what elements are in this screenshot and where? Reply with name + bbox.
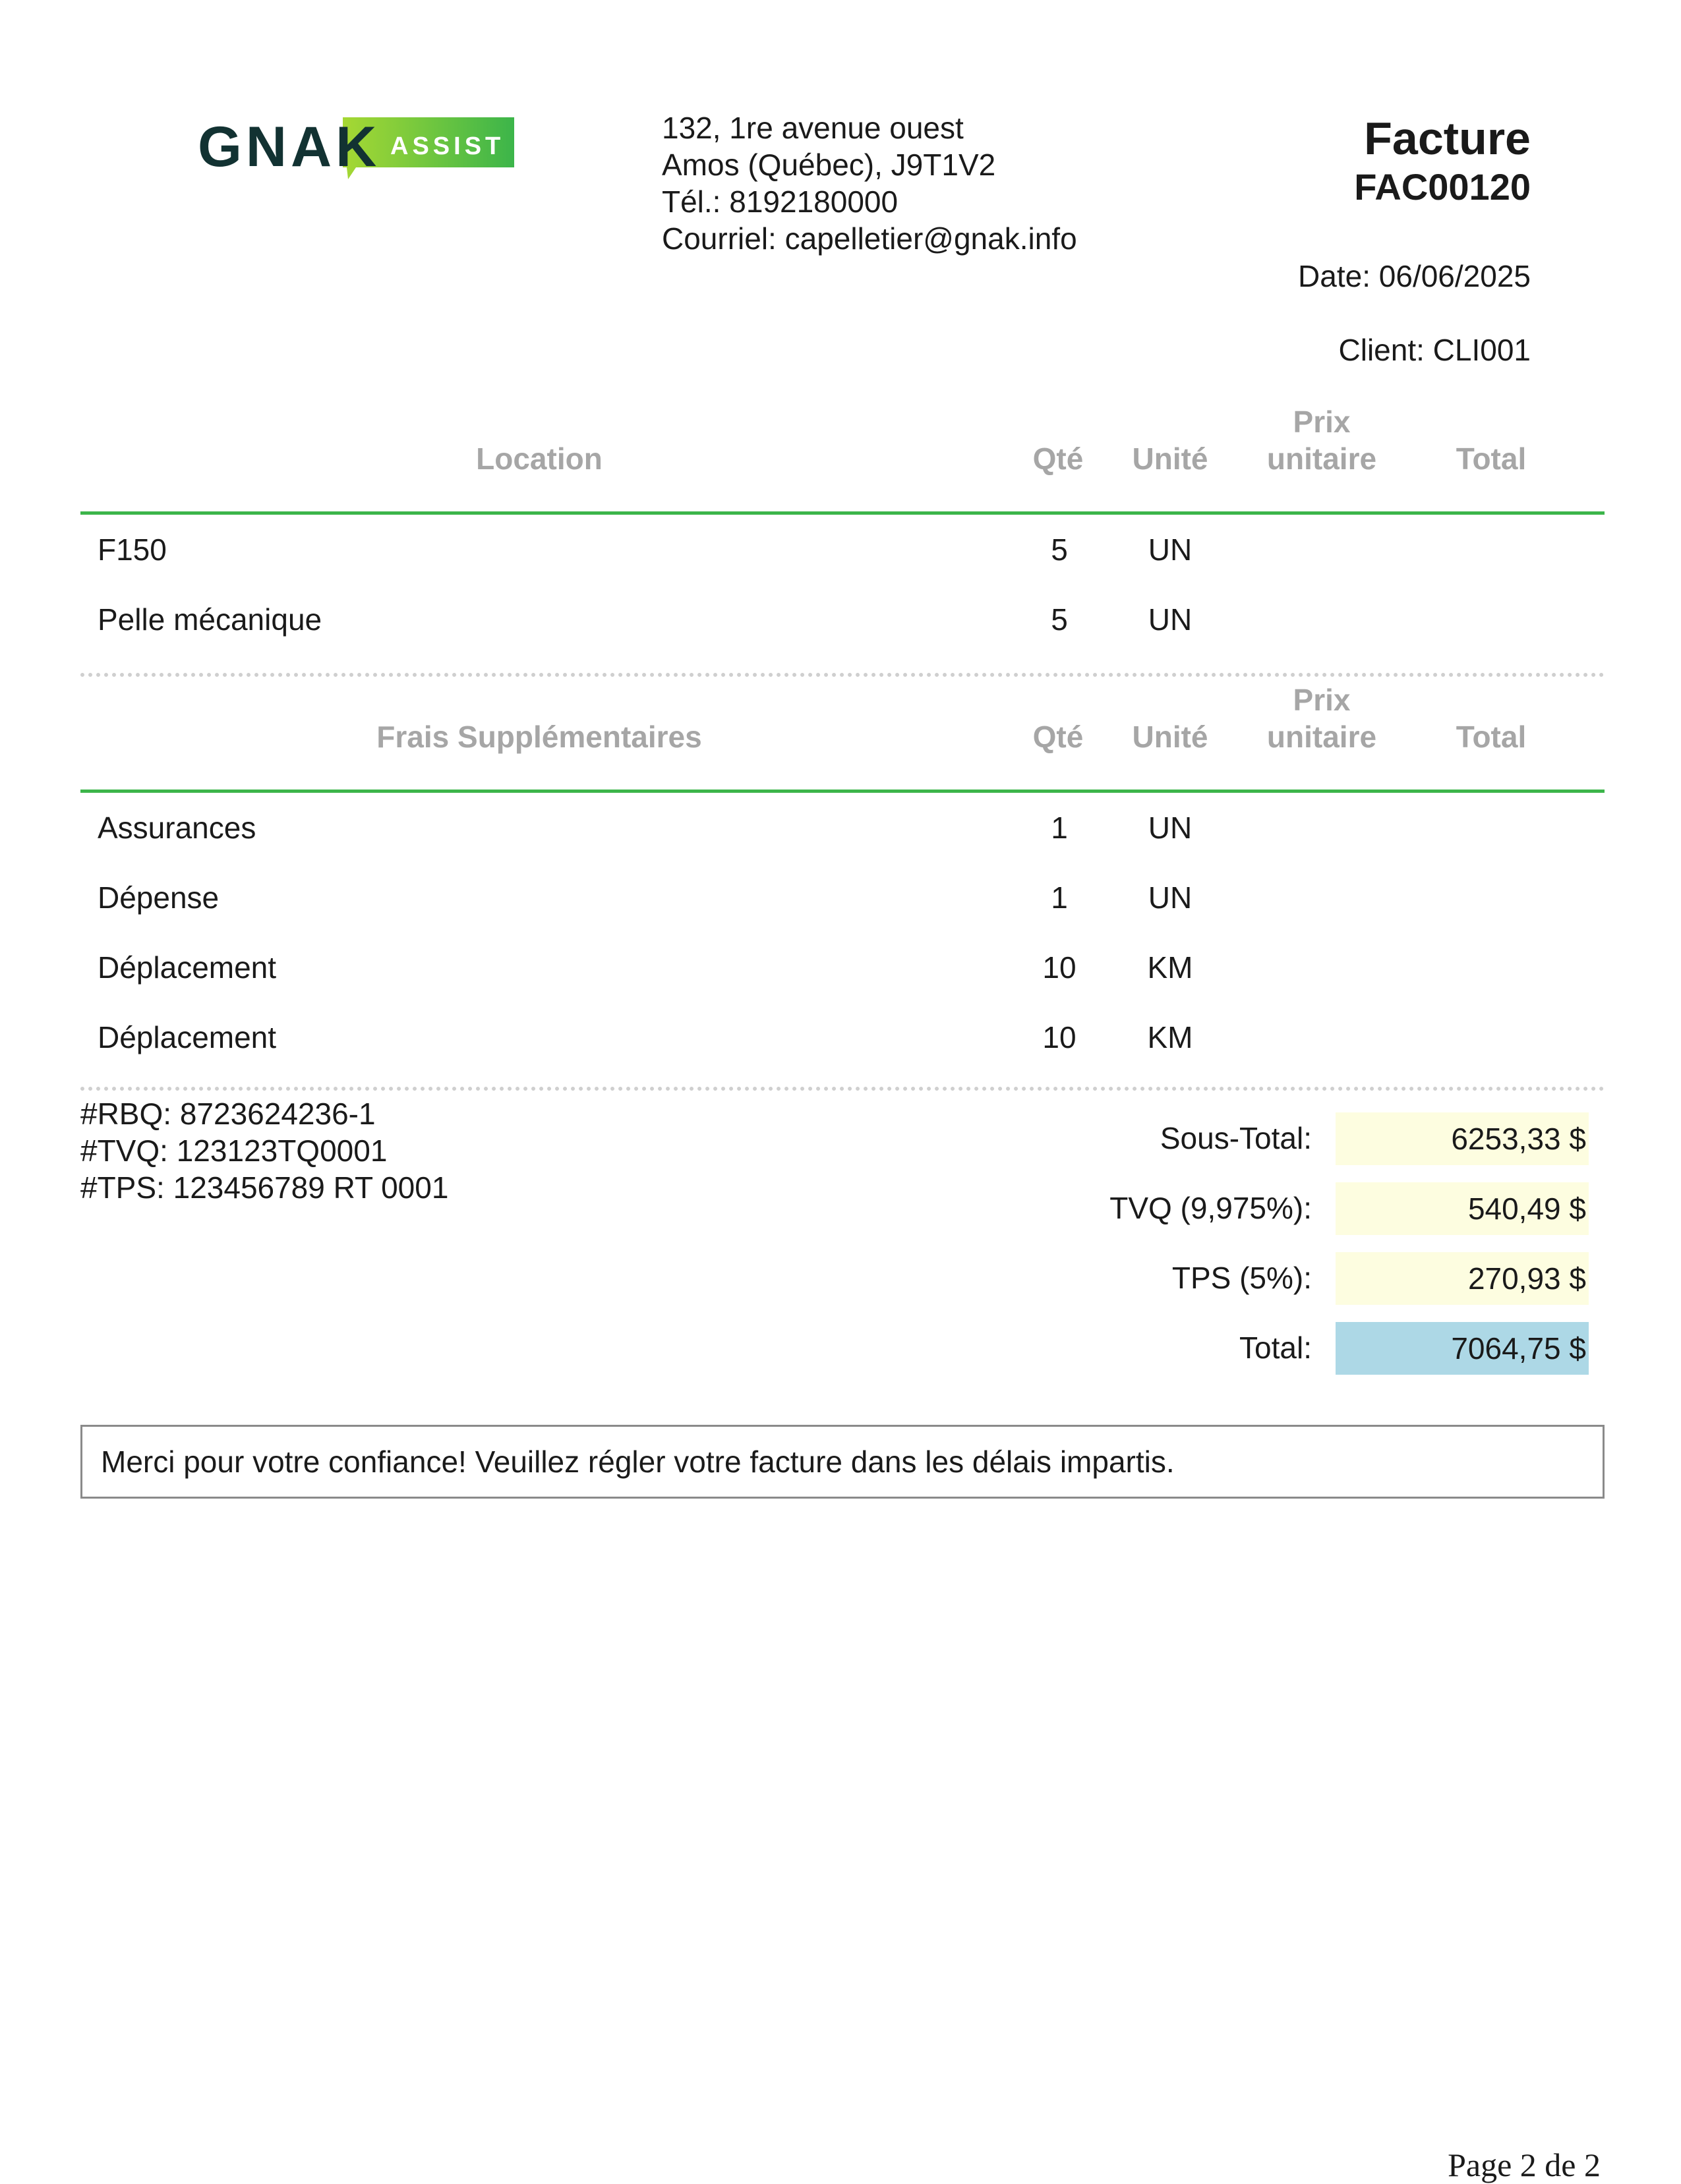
header-qty: Qté bbox=[1032, 442, 1084, 476]
invoice-number: FAC00120 bbox=[1354, 166, 1531, 208]
company-phone: Tél.: 8192180000 bbox=[662, 185, 899, 219]
header-price-line2: unitaire bbox=[1266, 720, 1377, 754]
tvq-row bbox=[923, 1182, 1589, 1235]
header-price-line2: unitaire bbox=[1266, 442, 1377, 476]
table-row bbox=[80, 1002, 1605, 1072]
row-qty: 10 bbox=[1042, 1020, 1076, 1054]
thanks-note: Merci pour votre confiance! Veuillez régler votre facture dans les délais impartis. bbox=[80, 1425, 1605, 1499]
header-unit-price bbox=[1220, 681, 1424, 755]
row-unit: UN bbox=[1148, 811, 1193, 845]
fees-table bbox=[80, 684, 1605, 1091]
row-qty: 10 bbox=[1042, 950, 1076, 985]
row-qty: 5 bbox=[1051, 532, 1068, 567]
header-qty: Qté bbox=[1032, 720, 1084, 754]
invoice-client: Client: CLI001 bbox=[1338, 333, 1531, 367]
grand-total-label: Total: bbox=[1239, 1331, 1312, 1365]
row-description: Assurances bbox=[98, 811, 256, 845]
company-email: Courriel: capelletier@gnak.info bbox=[662, 221, 1077, 256]
address-line-1: 132, 1re avenue ouest bbox=[662, 111, 964, 145]
tvq-number: #TVQ: 123123TQ0001 bbox=[80, 1134, 388, 1168]
table-row bbox=[80, 585, 1605, 654]
logo-tagline: ASSIST bbox=[390, 132, 505, 160]
fees-table-body bbox=[80, 793, 1605, 1091]
table-row bbox=[80, 793, 1605, 863]
tps-label: TPS (5%): bbox=[1171, 1261, 1312, 1295]
row-description: Déplacement bbox=[98, 1020, 277, 1054]
logo-brand: GNAK bbox=[198, 115, 381, 179]
row-unit: UN bbox=[1148, 532, 1193, 567]
row-description: F150 bbox=[98, 532, 167, 567]
header-fees: Frais Supplémentaires bbox=[376, 720, 702, 754]
invoice-title: Facture bbox=[1364, 113, 1531, 164]
table-row bbox=[80, 515, 1605, 585]
header-unit-price bbox=[1220, 403, 1424, 477]
row-qty: 1 bbox=[1051, 880, 1068, 915]
row-unit: KM bbox=[1147, 950, 1193, 985]
row-qty: 5 bbox=[1051, 602, 1068, 637]
row-unit: UN bbox=[1148, 602, 1193, 637]
invoice-heading bbox=[1354, 111, 1531, 208]
tps-value: 270,93 $ bbox=[1336, 1252, 1589, 1305]
header-price-line1: Prix bbox=[1293, 405, 1351, 439]
subtotal-value: 6253,33 $ bbox=[1336, 1112, 1589, 1165]
header-unit: Unité bbox=[1132, 720, 1208, 754]
row-description: Déplacement bbox=[98, 950, 277, 985]
registration-numbers bbox=[80, 1095, 448, 1206]
gnak-logo-graphic bbox=[198, 111, 514, 183]
page-number: Page 2 de 2 bbox=[1448, 2146, 1601, 2183]
row-description: Dépense bbox=[98, 880, 220, 915]
header-total: Total bbox=[1456, 720, 1527, 754]
header-location: Location bbox=[476, 442, 603, 476]
location-table-body bbox=[80, 515, 1605, 677]
subtotal-row bbox=[923, 1112, 1589, 1165]
table-row bbox=[80, 933, 1605, 1002]
tvq-value: 540,49 $ bbox=[1336, 1182, 1589, 1235]
tps-row bbox=[923, 1252, 1589, 1305]
fees-table-header bbox=[80, 684, 1605, 793]
invoice-date: Date: 06/06/2025 bbox=[1298, 259, 1531, 293]
company-address bbox=[662, 109, 1077, 257]
row-qty: 1 bbox=[1051, 811, 1068, 845]
grand-total-row bbox=[923, 1322, 1589, 1375]
row-unit: KM bbox=[1147, 1020, 1193, 1054]
header-unit: Unité bbox=[1132, 442, 1208, 476]
location-table bbox=[80, 406, 1605, 677]
table-row bbox=[80, 863, 1605, 933]
row-unit: UN bbox=[1148, 880, 1193, 915]
header-total: Total bbox=[1456, 442, 1527, 476]
rbq-number: #RBQ: 8723624236-1 bbox=[80, 1097, 376, 1131]
grand-total-value: 7064,75 $ bbox=[1336, 1322, 1589, 1375]
row-description: Pelle mécanique bbox=[98, 602, 322, 637]
tvq-label: TVQ (9,975%): bbox=[1109, 1191, 1312, 1225]
company-logo bbox=[198, 111, 514, 183]
header-price-line1: Prix bbox=[1293, 683, 1351, 717]
tps-number: #TPS: 123456789 RT 0001 bbox=[80, 1170, 449, 1205]
subtotal-label: Sous-Total: bbox=[1160, 1121, 1312, 1155]
location-table-header bbox=[80, 406, 1605, 515]
address-line-2: Amos (Québec), J9T1V2 bbox=[662, 148, 996, 182]
